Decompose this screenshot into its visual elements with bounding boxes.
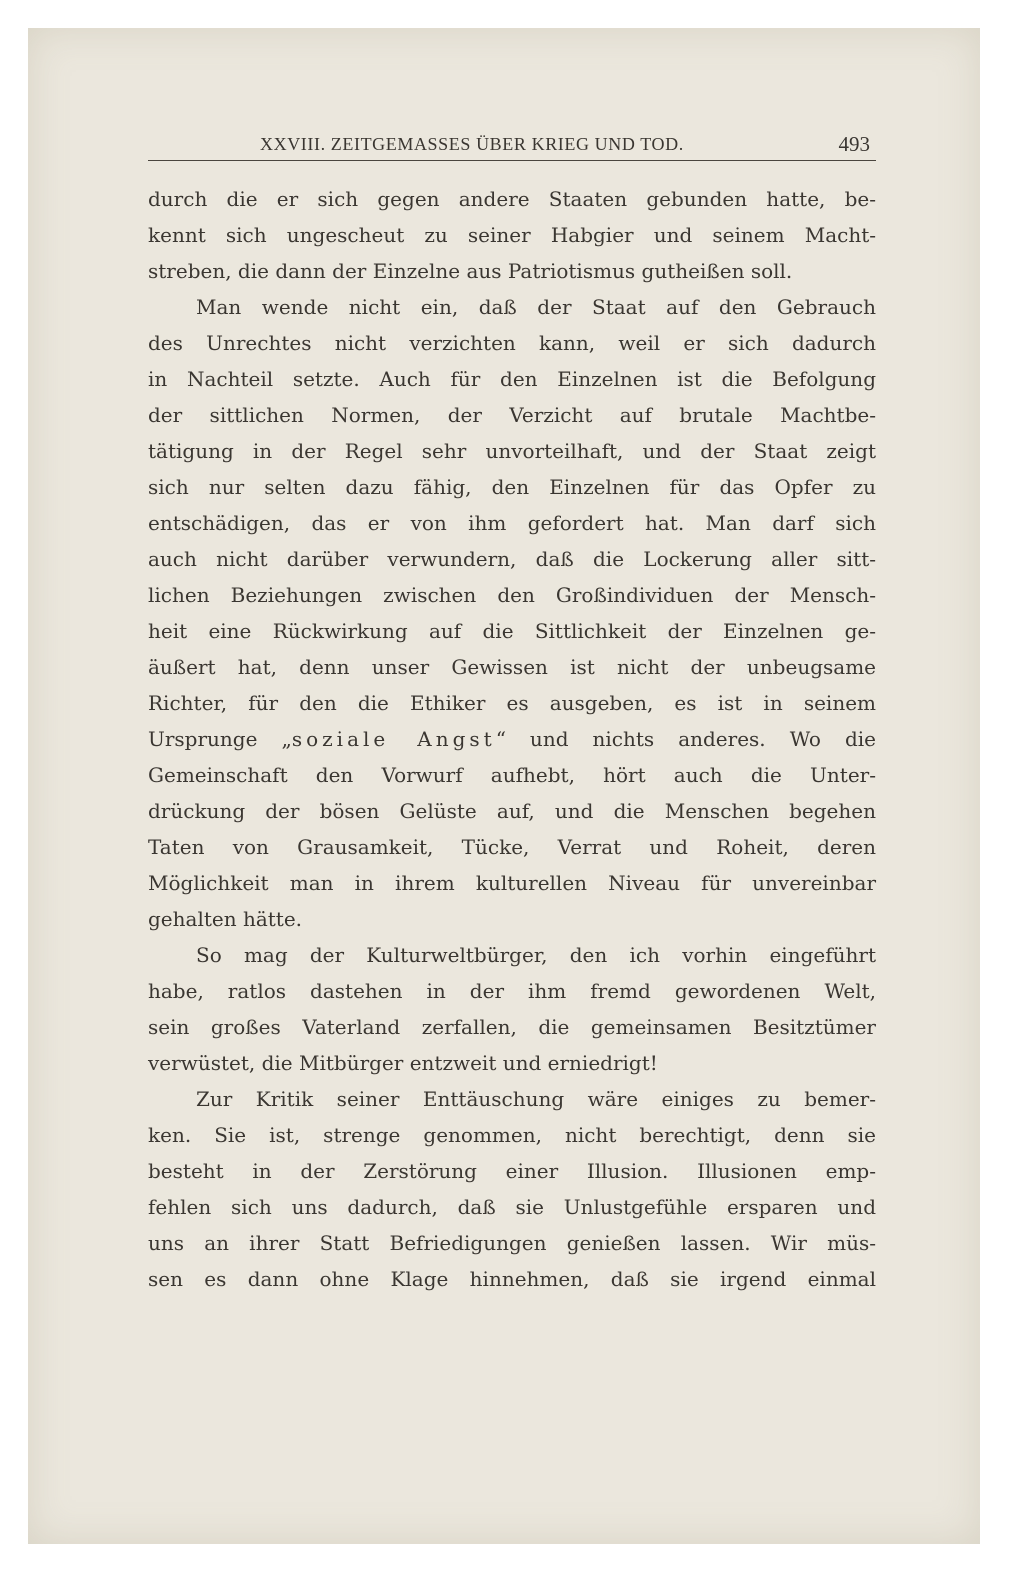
text-line: lichen Beziehungen zwischen den Großindividuen der Mensch- <box>148 583 876 607</box>
book-page <box>28 28 980 1544</box>
text-line: drückung der bösen Gelüste auf, und die Menschen begehen <box>148 799 876 823</box>
text-line: heit eine Rückwirkung auf die Sittlichkeit der Einzelnen ge- <box>148 619 876 643</box>
text-line: besteht in der Zerstörung einer Illusion. Illusionen emp- <box>148 1159 876 1183</box>
text-line: sich nur selten dazu fähig, den Einzelnen für das Opfer zu <box>148 475 876 499</box>
text-fragment: “ und nichts anderes. Wo die <box>495 727 876 751</box>
text-line: des Unrechtes nicht verzichten kann, weil er sich dadurch <box>148 331 876 355</box>
text-line: sein großes Vaterland zerfallen, die gemeinsamen Besitztümer <box>148 1015 876 1039</box>
text-line-spaced <box>148 721 876 757</box>
text-line: auch nicht darüber verwundern, daß die Lockerung aller sitt- <box>148 547 876 571</box>
text-line: So mag der Kulturweltbürger, den ich vorhin eingeführt <box>196 943 876 967</box>
text-fragment: Ursprunge „ <box>148 727 292 751</box>
text-line: Zur Kritik seiner Enttäuschung wäre einiges zu bemer- <box>196 1087 876 1111</box>
paragraph <box>148 937 876 1081</box>
text-line: Man wende nicht ein, daß der Staat auf den Gebrauch <box>196 295 876 319</box>
text-line: in Nachteil setzte. Auch für den Einzelnen ist die Befolgung <box>148 367 876 391</box>
text-line: fehlen sich uns dadurch, daß sie Unlustgefühle ersparen und <box>148 1195 876 1219</box>
text-line: durch die er sich gegen andere Staaten gebunden hatte, be- <box>148 187 876 211</box>
paragraph <box>148 181 876 289</box>
header-rule <box>148 160 876 161</box>
text-line: uns an ihrer Statt Befriedigungen genießen lassen. Wir müs- <box>148 1231 876 1255</box>
text-line: streben, die dann der Einzelne aus Patriotismus gutheißen soll. <box>148 259 793 283</box>
text-line: ken. Sie ist, strenge genommen, nicht berechtigt, denn sie <box>148 1123 876 1147</box>
running-header-title: XXVIII. ZEITGEMASSES ÜBER KRIEG UND TOD. <box>260 134 684 154</box>
text-line: kennt sich ungescheut zu seiner Habgier und seinem Macht- <box>148 223 876 247</box>
text-line: äußert hat, denn unser Gewissen ist nicht der unbeugsame <box>148 655 876 679</box>
emphasized-text: soziale Angst <box>291 727 496 751</box>
page-content <box>148 128 876 1297</box>
text-line: sen es dann ohne Klage hinnehmen, daß sie irgend einmal <box>148 1267 876 1291</box>
text-line: tätigung in der Regel sehr unvorteilhaft, und der Staat zeigt <box>148 439 876 463</box>
paragraph <box>148 289 876 937</box>
text-line: gehalten hätte. <box>148 907 303 931</box>
text-line: verwüstet, die Mitbürger entzweit und erniedrigt! <box>148 1051 658 1075</box>
page-number: 493 <box>838 132 870 156</box>
text-line: Richter, für den die Ethiker es ausgeben, es ist in seinem <box>148 691 876 715</box>
text-line: habe, ratlos dastehen in der ihm fremd gewordenen Welt, <box>148 979 876 1003</box>
body-text <box>148 181 876 1297</box>
paragraph <box>148 1081 876 1297</box>
text-line: Gemeinschaft den Vorwurf aufhebt, hört auch die Unter- <box>148 763 876 787</box>
text-line: entschädigen, das er von ihm gefordert hat. Man darf sich <box>148 511 876 535</box>
text-line: der sittlichen Normen, der Verzicht auf brutale Machtbe- <box>148 403 876 427</box>
running-header <box>148 128 876 158</box>
text-line: Taten von Grausamkeit, Tücke, Verrat und Roheit, deren <box>148 835 876 859</box>
text-line: Möglichkeit man in ihrem kulturellen Niveau für unvereinbar <box>148 871 876 895</box>
